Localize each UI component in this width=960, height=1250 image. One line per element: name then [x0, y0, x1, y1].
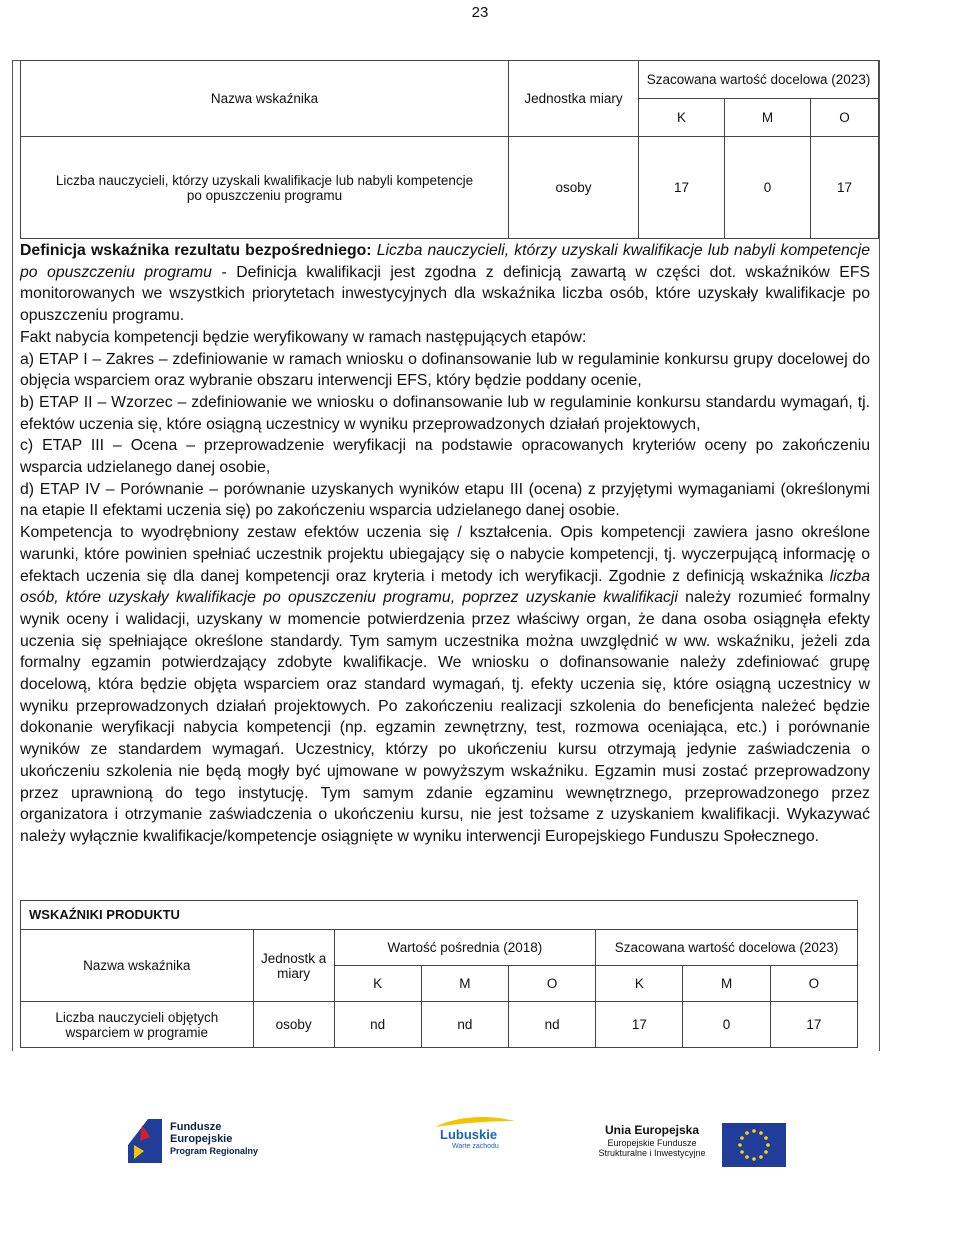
- product-row-value: 17: [596, 1002, 683, 1048]
- header-indicator-name: Nazwa wskaźnika: [21, 61, 509, 137]
- product-row-value: nd: [509, 1002, 596, 1048]
- paragraph: Fakt nabycia kompetencji będzie weryfikowany w ramach następujących etapów:: [20, 328, 587, 346]
- ue-line2: Europejskie Fundusze: [607, 1138, 697, 1148]
- definition-italic: Liczba nauczycieli, którzy uzyskali kwalifikacje lub nabyli kompetencje po opuszczeniu programu: [20, 242, 870, 281]
- product-header-intermediate: Wartość pośrednia (2018): [334, 930, 596, 966]
- fe-line1: Fundusze: [170, 1121, 222, 1133]
- product-header-target-m: M: [683, 966, 770, 1002]
- definition-paragraph: [20, 240, 870, 327]
- product-row-name: Liczba nauczycieli objętych wsparciem w programie: [21, 1002, 254, 1048]
- competence-paragraph: [20, 522, 870, 848]
- competence-italic: liczba osób, które uzyskały kwalifikacje po opuszczeniu programu, poprzez uzyskanie kwalifikacji: [20, 567, 870, 607]
- eu-flag-icon: [722, 1123, 786, 1167]
- paragraph: c) ETAP III – Ocena – przeprowadzenie weryfikacji na podstawie opracowanych kryteriów oceny po zakończeniu wsparcia udzielanego danej osobie,: [20, 437, 870, 477]
- lubuskie-name: Lubuskie: [440, 1127, 498, 1142]
- fe-text: [170, 1121, 258, 1157]
- row-unit: osoby: [509, 137, 639, 239]
- product-header-target: Szacowana wartość docelowa (2023): [596, 930, 858, 966]
- product-row-value: nd: [421, 1002, 508, 1048]
- ue-line3: Strukturalne i Inwestycyjne: [598, 1148, 706, 1158]
- product-row-value: nd: [334, 1002, 421, 1048]
- row-indicator-name: Liczba nauczycieli, którzy uzyskali kwalifikacje lub nabyli kompetencje po opuszczeniu programu: [21, 137, 509, 239]
- header-o: O: [811, 99, 879, 137]
- lubuskie-tagline: Warte zachodu: [452, 1143, 499, 1150]
- definition-text: - Definicja kwalifikacji jest zgodna z definicją zawartą w części dot. wskaźników EFS monitorowanych we wszystkich priorytetach inwestycyjnych dla wskaźnika liczba osób, które uzyskały kwalifikacje po opuszczeniu programu.: [20, 263, 870, 325]
- product-header-o: O: [509, 966, 596, 1002]
- fundusze-europejskie-logo: [128, 1115, 166, 1167]
- header-target-value: Szacowana wartość docelowa (2023): [639, 61, 879, 99]
- product-row-unit: osoby: [253, 1002, 334, 1048]
- row-m: 0: [725, 137, 811, 239]
- fe-line3: Program Regionalny: [170, 1146, 259, 1156]
- header-unit: Jednostka miary: [509, 61, 639, 137]
- competence-before: Kompetencja to wyodrębniony zestaw efektów uczenia się / kształcenia. Opis kompetencji zawiera jasno określone warunki, które powinien spełniać uczestnik projektu ubiegający się o nabycie kompetencji, tj. wyczerpującą informację o efektach uczenia się dla danej kompetencji oraz kryteria i metody ich weryfikacji. Zgodnie z definicją wskaźnika: [20, 524, 870, 585]
- product-header-unit: Jednostk a miary: [253, 930, 334, 1002]
- result-indicator-table: [20, 60, 879, 239]
- row-k: 17: [639, 137, 725, 239]
- fe-line2: Europejskie: [170, 1133, 233, 1145]
- row-o: 17: [811, 137, 879, 239]
- paragraph: a) ETAP I – Zakres – zdefiniowanie w ramach wniosku o dofinansowanie lub w regulaminie konkursu grupy docelowej do objęcia wsparciem oraz wybranie obszaru interwencji EFS, który będzie poddany ocenie,: [20, 350, 870, 390]
- ue-line1: Unia Europejska: [604, 1123, 700, 1137]
- definition-label: Definicja wskaźnika rezultatu bezpośredniego:: [20, 242, 372, 259]
- competence-after: należy rozumieć formalny wynik oceny i walidacji, uzyskany w momencie potwierdzenia przez właściwy organ, że dana osoba osiągnęła efekty uczenia się spełniające określone standardy. Tym samym uczestnika można uwzględnić w ww. wskaźniku, jeżeli zda formalny egzamin potwierdzający zdobyte kwalifikacje. We wniosku o dofinansowanie należy zdefiniować grupę docelową, która będzie objęta wsparciem oraz standard wymagań, tj. efekty uczenia się, które osiągną uczestnicy w wyniku przeprowadzonych działań projektowych. Po zakończeniu realizacji szkolenia do beneficjenta należeć będzie dokonanie weryfikacji nabycia kompetencji (np. egzamin zewnętrzny, test, rozmowa oceniająca, etc.) i porównanie wyników ze standardem wymagań. Uczestnicy, którzy po ukończeniu kursu otrzymają jedynie zaświadczenia o ukończeniu szkolenia nie będą mogły być ujmowane w powyższym wskaźniku. Egzamin musi zostać przeprowadzony przez uprawnioną do tego instytucję. Tym samym zdanie egzaminu wewnętrznego, przeprowadzonego przez organizatora i otrzymanie zaświadczenia o ukończeniu kursu, nie jest tożsame z uzyskaniem kwalifikacji. Wykazywać należy wyłącznie kwalifikacje/kompetencje osiągnięte w wyniku interwencji Europejskiego Funduszu Społecznego.: [20, 589, 870, 845]
- paragraph: b) ETAP II – Wzorzec – zdefiniowanie we wniosku o dofinansowanie lub w regulaminie konkursu standardu wymagań, tj. efektów uczenia się, które osiągną uczestnicy w wyniku przeprowadzonych działań projektowych,: [20, 393, 870, 433]
- product-row-value: 0: [683, 1002, 770, 1048]
- paragraph: d) ETAP IV – Porównanie – porównanie uzyskanych wyników etapu III (ocena) z przyjętymi wymaganiami (określonymi na etapie II efektami uczenia się) po zakończeniu wsparcia udzielanego danej osobie.: [20, 480, 870, 520]
- product-header-target-o: O: [770, 966, 857, 1002]
- product-indicator-table: [20, 929, 858, 1048]
- product-header-k: K: [334, 966, 421, 1002]
- product-section-title: WSKAŹNIKI PRODUKTU: [20, 900, 858, 930]
- footer-logos: [0, 1115, 960, 1175]
- header-k: K: [639, 99, 725, 137]
- product-header-m: M: [421, 966, 508, 1002]
- product-row-value: 17: [770, 1002, 857, 1048]
- indicator-description: [20, 240, 870, 848]
- product-header-target-k: K: [596, 966, 683, 1002]
- header-m: M: [725, 99, 811, 137]
- ue-text: [590, 1123, 714, 1158]
- product-header-name: Nazwa wskaźnika: [21, 930, 254, 1002]
- page-number: 23: [471, 4, 489, 21]
- lubuskie-swoosh: [435, 1117, 515, 1127]
